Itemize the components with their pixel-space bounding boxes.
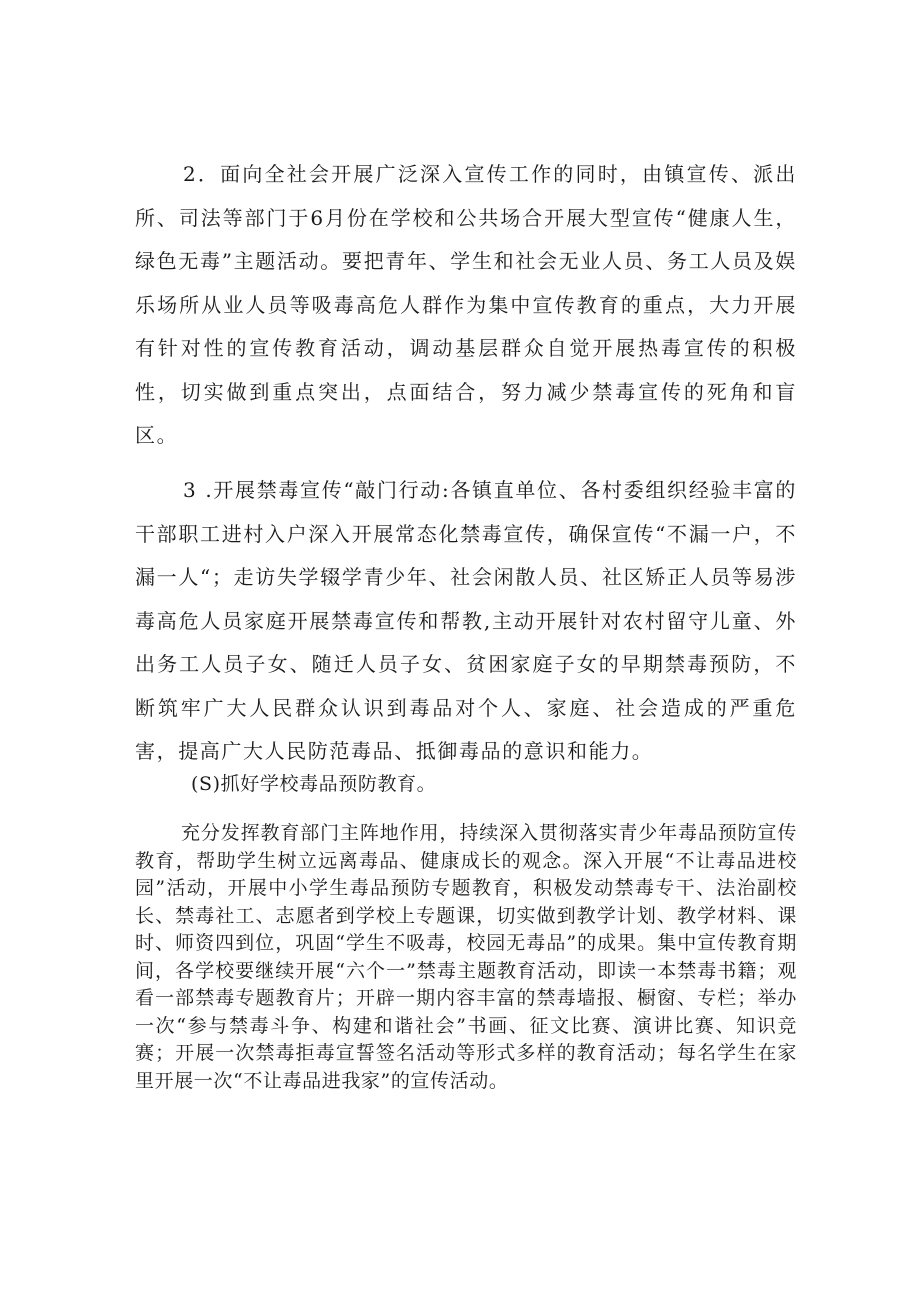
paragraph-school-education: 充分发挥教育部门主阵地作用，持续深入贯彻落实青少年毒品预防宣传教育，帮助学生树立远离毒品、健康成长的观念。深入开展“不让毒品进校园”活动，开展中小学生毒品预防专题教育，积极发动禁毒专干、法治副校长、禁毒社工、志愿者到学校上专题课，切实做到教学计划、教学材料、课时、师资四到位，巩固“学生不吸毒，校园无毒品”的成果。集中宣传教育期间，各学校要继续开展“六个一”禁毒主题教育活动，即读一本禁毒书籍；观看一部禁毒专题教育片；开辟一期内容丰富的禁毒墙报、橱窗、专栏；举办一次“参与禁毒斗争、构建和谐社会”书画、征文比赛、演讲比赛、知识竞赛；开展一次禁毒拒毒宣誓签名活动等形式多样的教育活动；每名学生在家里开展一次“不让毒品进我家”的宣传活动。	[135, 822, 797, 1092]
paragraph-item-2: 2．面向全社会开展广泛深入宣传工作的同时，由镇宣传、派出所、司法等部门于6月份在学校和公共场合开展大型宣传“健康人生，绿色无毒”主题活动。要把青年、学生和社会无业人员、务工人员及娱乐场所从业人员等吸毒高危人群作为集中宣传教育的重点，大力开展有针对性的宣传教育活动，调动基层群众自觉开展热毒宣传的积极性，切实做到重点突出，点面结合，努力减少禁毒宣传的死角和盲区。	[135, 162, 797, 447]
paragraph-item-3: 3 .开展禁毒宣传“敲门行动:各镇直单位、各村委组织经验丰富的干部职工进村入户深入开展常态化禁毒宣传，确保宣传“不漏一户，不漏一人“；走访失学辍学青少年、社会闲散人员、社区矫正人员等易涉毒高危人员家庭开展禁毒宣传和帮教,主动开展针对农村留守儿童、外出务工人员子女、随迁人员子女、贫困家庭子女的早期禁毒预防，不断筑牢广大人民群众认识到毒品对个人、家庭、社会造成的严重危害，提高广大人民防范毒品、抵御毒品的意识和能力。	[135, 478, 797, 763]
section-heading: (S)抓好学校毒品预防教育。	[191, 773, 437, 795]
